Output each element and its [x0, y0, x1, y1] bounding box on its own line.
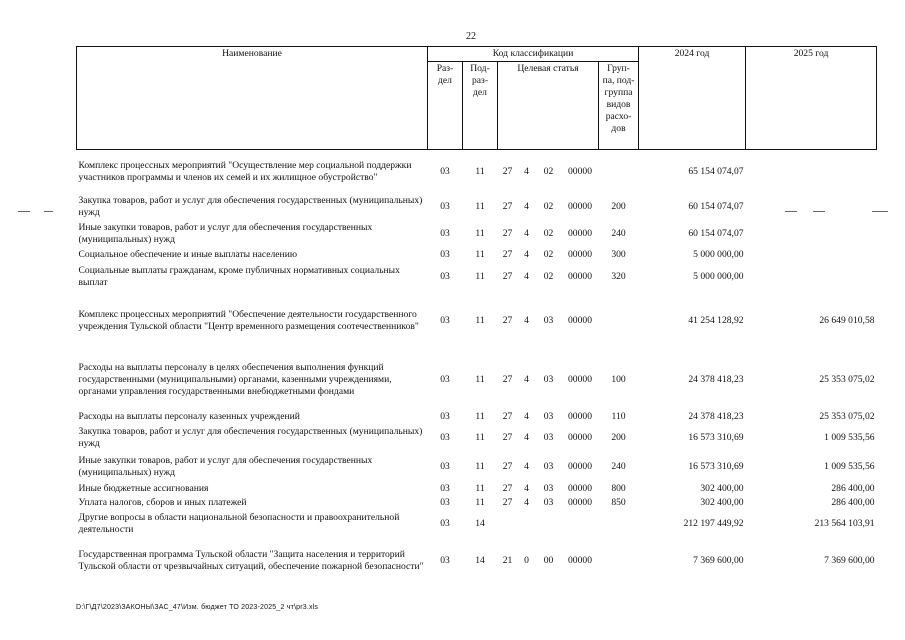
cell-amount-2025: 25 353 075,02	[819, 410, 875, 422]
cell-direction: 00000	[568, 496, 592, 508]
cell-amount-2024: 302 400,00	[700, 482, 744, 494]
header-year-2025: 2025 год	[746, 47, 877, 150]
cell-type: 4	[524, 165, 529, 177]
cell-subsection: 11	[475, 460, 485, 472]
scan-mark	[44, 211, 53, 212]
cell-type: 4	[524, 373, 529, 385]
cell-subprogram: 00	[543, 554, 554, 566]
table-row	[77, 248, 877, 262]
scan-mark	[813, 211, 825, 212]
row-name: Иные закупки товаров, работ и услуг для обеспечения государственных (муниципальных) нужд	[78, 454, 373, 478]
cell-subprogram	[536, 510, 562, 538]
cell-subsection: 11	[475, 373, 485, 385]
cell-subprogram: 03	[543, 482, 554, 494]
cell-subprogram: 02	[543, 270, 554, 282]
header-name: Наименование	[77, 47, 428, 150]
cell-amount-2025: 26 649 010,58	[819, 314, 875, 326]
cell-section: 03	[440, 248, 450, 260]
cell-subprogram: 03	[543, 314, 554, 326]
header-year-2024: 2024 год	[639, 47, 746, 150]
cell-subsection: 11	[475, 496, 485, 508]
cell-program: 27	[502, 496, 513, 508]
cell-program: 27	[502, 314, 513, 326]
cell-direction: 00000	[568, 270, 592, 282]
cell-program: 27	[502, 431, 513, 443]
row-name: Закупка товаров, работ и услуг для обеспечения государственных (муниципальных) нужд	[78, 194, 423, 218]
cell-expense-group: 240	[611, 460, 626, 472]
page-number: 22	[466, 31, 476, 42]
cell-program: 27	[502, 460, 513, 472]
cell-subsection: 11	[475, 227, 485, 239]
cell-type	[518, 510, 536, 538]
cell-amount-2024: 16 573 310,69	[688, 431, 744, 443]
cell-amount-2024: 7 369 600,00	[693, 554, 744, 566]
cell-direction: 00000	[568, 165, 592, 177]
cell-expense-group: 300	[611, 248, 626, 260]
cell-subprogram: 03	[543, 460, 554, 472]
cell-subprogram: 02	[543, 248, 554, 260]
cell-section: 03	[440, 200, 450, 212]
table-row	[77, 350, 877, 410]
cell-type: 4	[524, 248, 529, 260]
scan-mark	[785, 211, 797, 212]
table-row	[77, 482, 877, 496]
cell-program: 21	[502, 554, 513, 566]
cell-section: 03	[440, 270, 450, 282]
cell-program: 27	[502, 410, 513, 422]
cell-type: 4	[524, 270, 529, 282]
cell-subsection: 14	[475, 517, 485, 529]
header-code-group: Код классификации	[428, 47, 639, 62]
header-subsection: Под- раз- дел	[463, 62, 498, 150]
row-name: Расходы на выплаты персоналу казенных учреждений	[78, 410, 300, 422]
cell-amount-2025: 7 369 600,00	[824, 554, 875, 566]
cell-amount-2025	[746, 248, 877, 262]
cell-direction: 00000	[568, 200, 592, 212]
cell-section: 03	[440, 517, 450, 529]
row-name: Иные закупки товаров, работ и услуг для обеспечения государственных (муниципальных) нужд	[78, 221, 373, 245]
cell-section: 03	[440, 554, 450, 566]
cell-direction	[562, 510, 599, 538]
cell-program: 27	[502, 482, 513, 494]
cell-subprogram: 02	[543, 200, 554, 212]
cell-amount-2024: 24 378 418,23	[688, 410, 744, 422]
table-row	[77, 292, 877, 350]
cell-direction: 00000	[568, 410, 592, 422]
cell-expense-group: 110	[611, 410, 626, 422]
cell-direction: 00000	[568, 482, 592, 494]
cell-section: 03	[440, 227, 450, 239]
cell-direction: 00000	[568, 554, 592, 566]
cell-amount-2024: 16 573 310,69	[688, 460, 744, 472]
cell-section: 03	[440, 410, 450, 422]
scan-mark	[18, 211, 30, 212]
cell-direction: 00000	[568, 248, 592, 260]
cell-program: 27	[502, 248, 513, 260]
file-path-footer: D:\Г\Д7\2023\ЗАКОНЫ\ЗАС_47\Изм. бюджет ТО 2023-2025_2 чт\pr3.xls	[76, 604, 319, 611]
header-section: Раз- дел	[428, 62, 463, 150]
cell-direction: 00000	[568, 460, 592, 472]
row-name: Иные бюджетные ассигнования	[78, 482, 209, 494]
cell-expense-group	[599, 150, 639, 194]
cell-section: 03	[440, 165, 450, 177]
table-row	[77, 150, 877, 194]
cell-program: 27	[502, 373, 513, 385]
cell-expense-group: 100	[611, 373, 626, 385]
cell-direction: 00000	[568, 431, 592, 443]
cell-direction: 00000	[568, 227, 592, 239]
cell-program: 27	[502, 270, 513, 282]
cell-section: 03	[440, 460, 450, 472]
cell-type: 4	[524, 460, 529, 472]
cell-expense-group: 800	[611, 482, 626, 494]
row-name: Уплата налогов, сборов и иных платежей	[78, 496, 247, 508]
row-name: Расходы на выплаты персоналу в целях обеспечения выполнения функций государственными (муниципальными) органами, казенными учреждениями, органами управления государственными внебюджетными фондами	[78, 361, 392, 397]
cell-subsection: 14	[475, 554, 485, 566]
row-name: Комплекс процессных мероприятий "Обеспечение деятельности государственного учреждения Тульской области "Центр временного размещения соотечественников"	[78, 308, 419, 332]
cell-subprogram: 03	[543, 410, 554, 422]
budget-table	[76, 46, 877, 584]
cell-expense-group: 240	[611, 227, 626, 239]
cell-expense-group: 320	[611, 270, 626, 282]
cell-type: 4	[524, 410, 529, 422]
cell-section: 03	[440, 373, 450, 385]
cell-type: 4	[524, 482, 529, 494]
cell-subprogram: 03	[543, 373, 554, 385]
cell-subsection: 11	[475, 431, 485, 443]
cell-expense-group: 200	[611, 200, 626, 212]
cell-program	[498, 510, 518, 538]
cell-amount-2024: 24 378 418,23	[688, 373, 744, 385]
cell-amount-2025: 286 400,00	[831, 482, 875, 494]
cell-subsection: 11	[475, 200, 485, 212]
table-row	[77, 220, 877, 248]
cell-subsection: 11	[475, 482, 485, 494]
cell-subprogram: 03	[543, 431, 554, 443]
cell-type: 4	[524, 431, 529, 443]
cell-amount-2024: 41 254 128,92	[688, 314, 744, 326]
scan-mark	[872, 211, 888, 212]
cell-expense-group	[599, 538, 639, 584]
cell-type: 4	[524, 227, 529, 239]
header-target-article: Целевая статья	[498, 62, 599, 150]
table-row	[77, 496, 877, 510]
row-name: Социальные выплаты гражданам, кроме публичных нормативных социальных выплат	[78, 264, 400, 288]
cell-direction: 00000	[568, 373, 592, 385]
cell-section: 03	[440, 314, 450, 326]
cell-type: 4	[524, 314, 529, 326]
header-expense-group: Груп- па, под- группа видов расхо- дов	[599, 62, 639, 150]
cell-expense-group	[599, 292, 639, 350]
cell-type: 0	[524, 554, 529, 566]
cell-subprogram: 03	[543, 496, 554, 508]
row-name: Комплекс процессных мероприятий "Осуществление мер социальной поддержки участников программы и членов их семей и их жилищное обустройство"	[78, 159, 412, 183]
cell-amount-2025	[746, 220, 877, 248]
cell-amount-2025: 1 009 535,56	[824, 460, 875, 472]
cell-amount-2024: 60 154 074,07	[688, 200, 744, 212]
cell-section: 03	[440, 482, 450, 494]
cell-subsection: 11	[475, 165, 485, 177]
cell-amount-2024: 60 154 074,07	[688, 227, 744, 239]
cell-amount-2025: 1 009 535,56	[824, 431, 875, 443]
table-row	[77, 262, 877, 292]
cell-subsection: 11	[475, 314, 485, 326]
cell-program: 27	[502, 165, 513, 177]
row-name: Государственная программа Тульской области "Защита населения и территорий Тульской области от чрезвычайных ситуаций, обеспечение пожарной безопасности"	[78, 548, 424, 572]
cell-expense-group: 200	[611, 431, 626, 443]
cell-amount-2024: 5 000 000,00	[693, 248, 744, 260]
table-row	[77, 452, 877, 482]
cell-subsection: 11	[475, 248, 485, 260]
cell-section: 03	[440, 496, 450, 508]
cell-subsection: 11	[475, 270, 485, 282]
cell-expense-group	[599, 510, 639, 538]
cell-type: 4	[524, 496, 529, 508]
cell-amount-2024: 65 154 074,07	[688, 165, 744, 177]
table-row	[77, 510, 877, 538]
cell-type: 4	[524, 200, 529, 212]
cell-section: 03	[440, 431, 450, 443]
table-row	[77, 410, 877, 424]
cell-amount-2025	[746, 262, 877, 292]
cell-amount-2024: 212 197 449,92	[683, 517, 744, 529]
table-row	[77, 538, 877, 584]
table-row	[77, 194, 877, 220]
cell-amount-2025: 286 400,00	[831, 496, 875, 508]
cell-subsection: 11	[475, 410, 485, 422]
cell-amount-2024: 5 000 000,00	[693, 270, 744, 282]
table-row	[77, 424, 877, 452]
cell-amount-2025: 25 353 075,02	[819, 373, 875, 385]
cell-amount-2024: 302 400,00	[700, 496, 744, 508]
cell-direction: 00000	[568, 314, 592, 326]
cell-program: 27	[502, 227, 513, 239]
cell-amount-2025: 213 564 103,91	[814, 517, 875, 529]
row-name: Закупка товаров, работ и услуг для обеспечения государственных (муниципальных) нужд	[78, 425, 423, 449]
cell-subprogram: 02	[543, 227, 554, 239]
cell-expense-group: 850	[611, 496, 626, 508]
cell-subprogram: 02	[543, 165, 554, 177]
cell-program: 27	[502, 200, 513, 212]
cell-amount-2025	[746, 150, 877, 194]
cell-amount-2025	[746, 194, 877, 220]
row-name: Другие вопросы в области национальной безопасности и правоохранительной деятельности	[78, 511, 400, 535]
row-name: Социальное обеспечение и иные выплаты населению	[78, 248, 297, 260]
